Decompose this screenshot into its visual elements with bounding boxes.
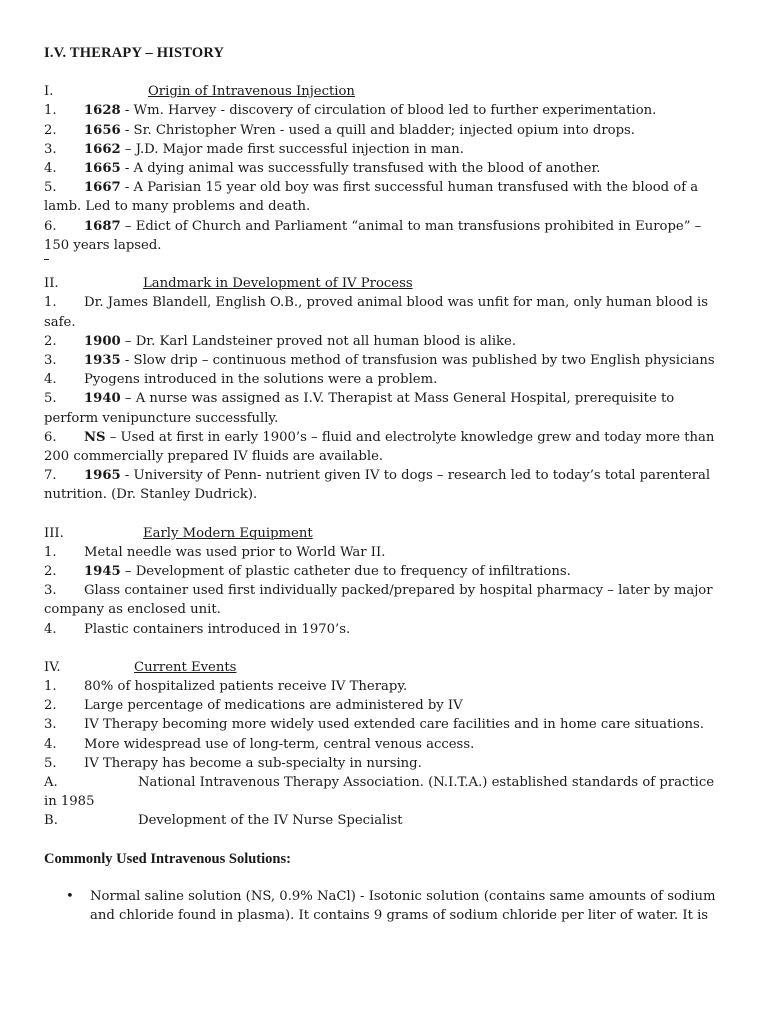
list-item: 6. NS – Used at first in early 1900’s – fluid and electrolyte knowledge grew and today more than 200 commercially prepared IV fluids are available. [44,429,715,465]
list-item: 2. 1656 - Sr. Christopher Wren - used a quill and bladder; injected opium into drops. [44,122,635,138]
list-item: 2. Large percentage of medications are administered by IV [44,698,463,714]
section-header [44,658,724,677]
list-item: 1. 1628 - Wm. Harvey - discovery of circulation of blood led to further experimentation. [44,103,657,119]
section-numeral: III. [44,525,64,541]
section-numeral: II. [44,276,59,292]
list-item: 3. 1935 - Slow drip – continuous method of transfusion was published by two English physicians [44,353,715,368]
list-item: 5. 1667 - A Parisian 15 year old boy was first successful human transfused with the blood of a lamb. Led to many problems and death. [44,180,699,215]
page-title: I.V. THERAPY – HISTORY [44,45,225,61]
list-item: 5. IV Therapy has become a sub-specialty in nursing. [44,755,422,771]
list-item: 4. 1665 - A dying animal was successfully transfused with the blood of another. [44,161,601,176]
list-item: A. National Intravenous Therapy Association. (N.I.T.A.) established standards of practice in 1985 [44,775,715,810]
section-origin [44,82,724,255]
section-numeral: IV. [44,659,61,675]
bullet-icon: • [66,888,74,904]
list-item: 5. 1940 – A nurse was assigned as I.V. Therapist at Mass General Hospital, prerequisite to perform venipuncture successfully. [44,391,675,426]
list-item: 6. 1687 – Edict of Church and Parliament “animal to man transfusions prohibited in Europe” – 150 years lapsed. [44,218,702,253]
document-page [44,44,724,925]
section-heading: Landmark in Development of IV Process [143,276,413,292]
section-heading: Origin of Intravenous Injection [148,84,355,100]
list-item: 4. More widespread use of long-term, central venous access. [44,736,475,752]
list-item: 3. 1662 – J.D. Major made first successful injection in man. [44,141,464,157]
list-item: 3. Glass container used first individually packed/prepared by hospital pharmacy – later by major company as enclosed unit. [44,583,713,618]
list-item: 3. IV Therapy becoming more widely used extended care facilities and in home care situations. [44,717,704,733]
list-item: 1. Metal needle was used prior to World War II. [44,544,386,560]
section-landmark [44,255,724,505]
list-item: 1. Dr. James Blandell, English O.B., proved animal blood was unfit for man, only human blood is safe. [44,295,709,330]
divider [44,255,724,274]
list-item: 2. 1945 – Development of plastic catheter due to frequency of infiltrations. [44,564,571,580]
list-item: 1. 80% of hospitalized patients receive IV Therapy. [44,679,408,695]
list-item: 2. 1900 – Dr. Karl Landsteiner proved not all human blood is alike. [44,333,517,349]
section-header [44,524,724,543]
section-header [44,274,724,293]
section-heading: Current Events [134,659,237,675]
list-item: 7. 1965 - University of Penn- nutrient given IV to dogs – research led to today’s total parenteral nutrition. (Dr. Stanley Dudrick). [44,468,711,503]
list-item: 4. Pyogens introduced in the solutions were a problem. [44,372,438,388]
section-header [44,82,724,101]
list-item: 4. Plastic containers introduced in 1970’s. [44,621,351,637]
solutions-heading: Commonly Used Intravenous Solutions: [44,850,291,867]
section-numeral: I. [44,84,54,100]
section-current [44,658,724,831]
bullet-item: • Normal saline solution (NS, 0.9% NaCl) - Isotonic solution (contains same amounts of sodium and chloride found in plasma). It contains 9 grams of sodium chloride per liter of water. It is [66,888,716,924]
section-equipment [44,524,724,639]
list-item: B. Development of the IV Nurse Specialist [44,813,403,829]
section-heading: Early Modern Equipment [143,525,313,541]
